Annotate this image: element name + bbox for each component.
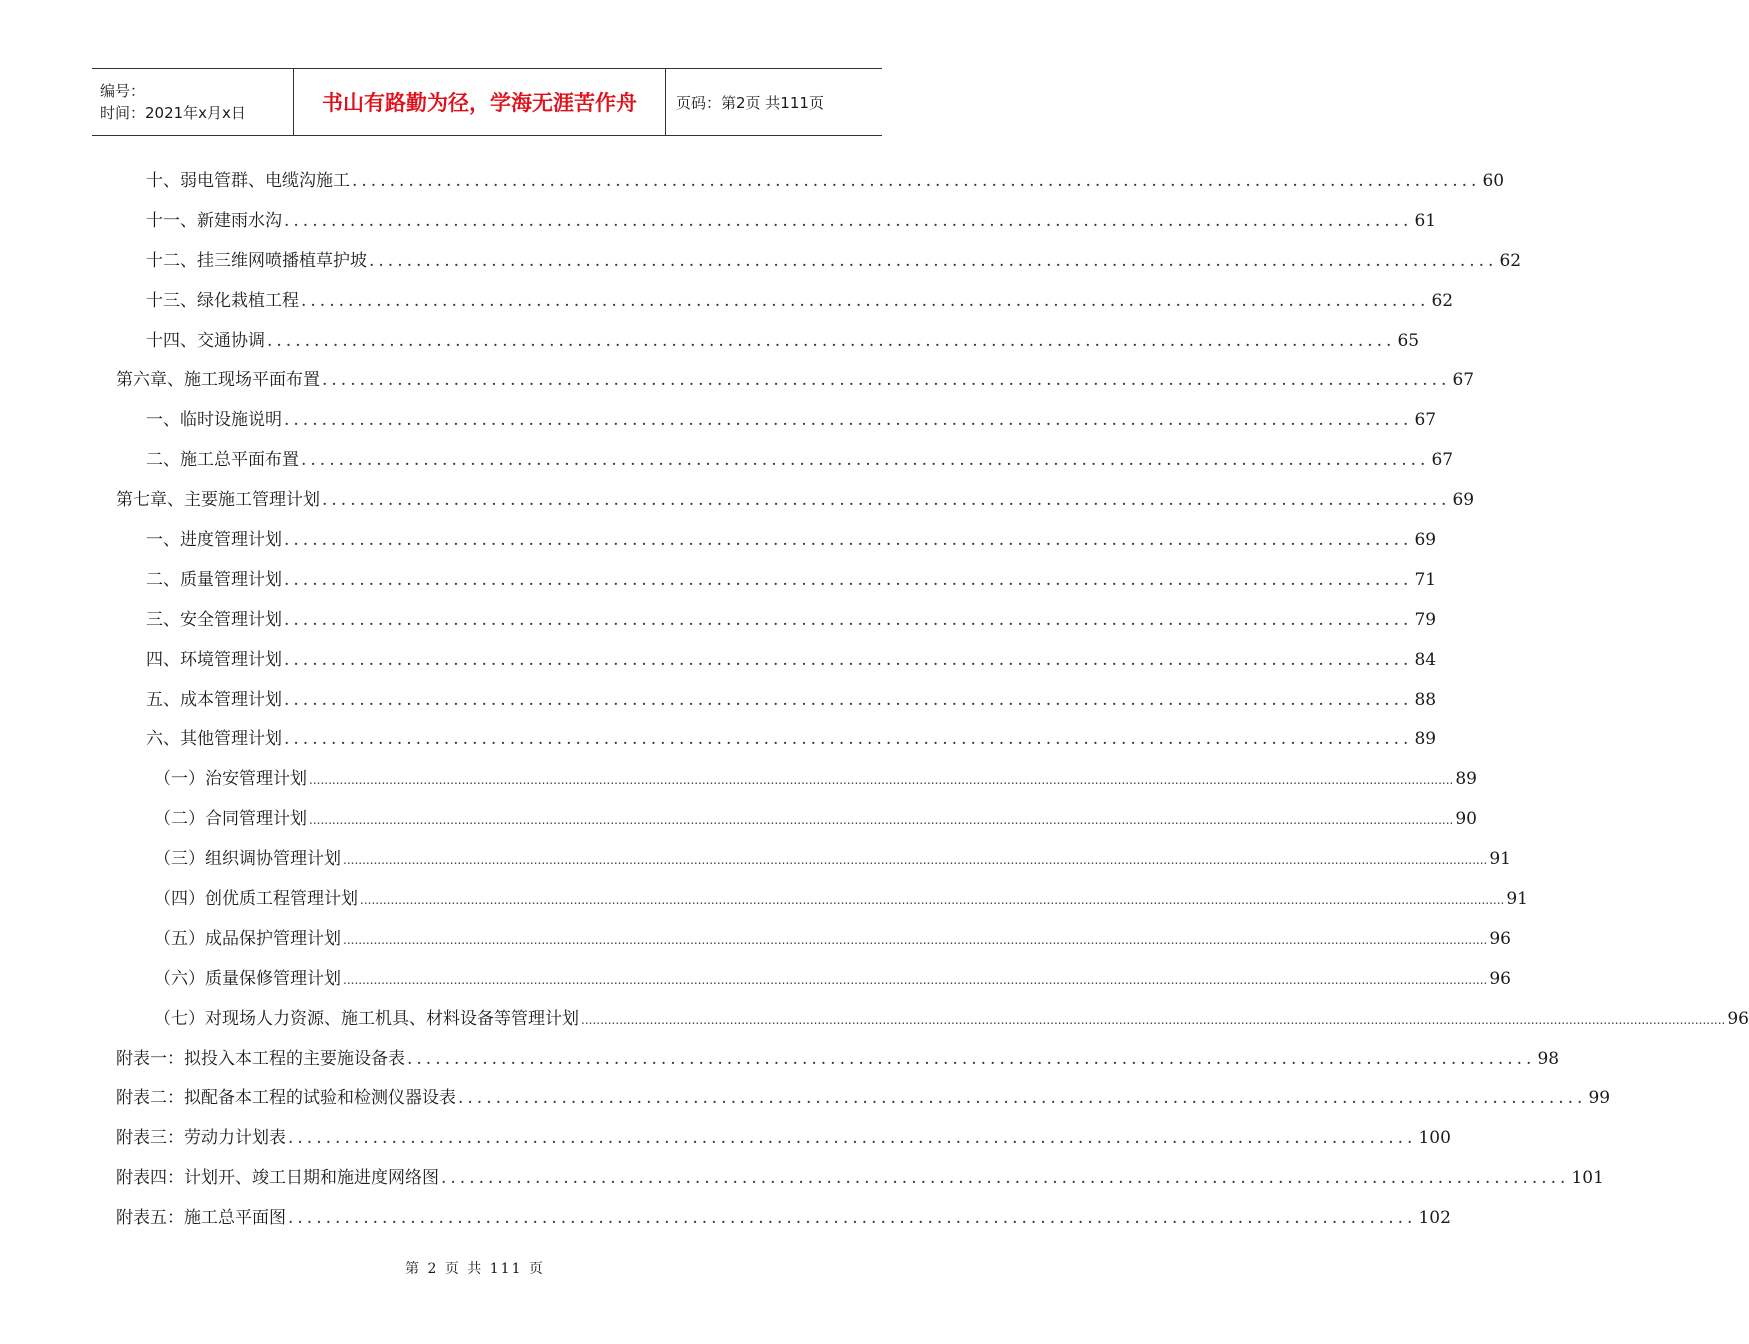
toc-dot-leader: ........................................................................................................................ — [284, 689, 1413, 710]
toc-dot-leader: ........................................................................................................................ — [322, 370, 1451, 391]
toc-entry-page: 60 — [1482, 171, 1505, 191]
toc-entry-page: 67 — [1414, 410, 1437, 431]
toc-entry[interactable] — [116, 641, 1437, 681]
toc-entry-title: （二）合同管理计划 — [154, 809, 307, 830]
toc-entry[interactable] — [116, 880, 1528, 920]
toc-dot-leader: ........................................................................................................................ — [352, 171, 1481, 191]
toc-entry-title: 十一、新建雨水沟 — [146, 210, 282, 231]
table-of-contents — [116, 162, 1749, 1239]
toc-entry-title: 二、施工总平面布置 — [146, 450, 299, 471]
toc-entry-page: 96 — [1489, 928, 1511, 949]
toc-entry-title: 十三、绿化栽植工程 — [146, 290, 299, 311]
toc-entry[interactable] — [116, 521, 1437, 561]
toc-entry[interactable] — [116, 960, 1511, 1000]
toc-dot-leader: ........................................................................................................................ — [284, 410, 1413, 431]
toc-entry-page: 84 — [1414, 649, 1437, 670]
toc-entry[interactable] — [116, 1159, 1604, 1199]
toc-entry[interactable] — [116, 840, 1511, 880]
toc-dot-leader: ........................................................................................................................ — [322, 490, 1451, 511]
toc-dot-leader: ........................................................................................................................ — [288, 1208, 1417, 1229]
document-date: 时间：2021年x月x日 — [100, 104, 246, 122]
toc-entry[interactable] — [116, 361, 1475, 401]
toc-entry[interactable] — [116, 800, 1477, 840]
toc-entry-page: 67 — [1431, 450, 1454, 471]
toc-dot-leader: ........................................................................................................................ — [284, 609, 1413, 630]
toc-dot-leader: ........................................................................................................................ — [369, 250, 1498, 271]
toc-entry-page: 71 — [1414, 569, 1437, 590]
toc-entry-page: 69 — [1414, 530, 1437, 551]
toc-entry[interactable] — [116, 441, 1454, 481]
header-page-info — [666, 69, 882, 135]
toc-entry[interactable] — [116, 322, 1420, 362]
toc-entry[interactable] — [116, 1000, 1749, 1040]
toc-entry[interactable] — [116, 720, 1437, 760]
toc-entry[interactable] — [116, 920, 1511, 960]
header-motto — [294, 69, 666, 135]
toc-entry[interactable] — [116, 1119, 1451, 1159]
header-meta — [92, 69, 294, 135]
toc-entry-page: 91 — [1506, 889, 1528, 910]
toc-entry[interactable] — [116, 202, 1437, 242]
toc-entry-title: 六、其他管理计划 — [146, 729, 282, 750]
toc-entry-title: 四、环境管理计划 — [146, 649, 282, 670]
toc-entry-title: 十二、挂三维网喷播植草护坡 — [146, 250, 367, 271]
toc-entry-title: （四）创优质工程管理计划 — [154, 889, 358, 910]
toc-entry[interactable] — [116, 561, 1437, 601]
toc-entry-title: 五、成本管理计划 — [146, 689, 282, 710]
toc-entry-page: 100 — [1418, 1128, 1451, 1149]
toc-dot-leader: ............................................................................................................................................................................................................................................................................................................ — [343, 972, 1488, 987]
toc-dot-leader: ............................................................................................................................................................................................................................................................................................................ — [309, 813, 1454, 828]
toc-entry-page: 96 — [1489, 968, 1511, 989]
toc-entry-title: 十四、交通协调 — [146, 330, 265, 351]
toc-entry-title: （七）对现场人力资源、施工机具、材料设备等管理计划 — [154, 1008, 579, 1029]
toc-dot-leader: ........................................................................................................................ — [284, 649, 1413, 670]
toc-entry-title: 附表三：劳动力计划表 — [116, 1128, 286, 1149]
toc-entry-title: 附表二：拟配备本工程的试验和检测仪器设表 — [116, 1088, 456, 1109]
toc-entry-title: 二、质量管理计划 — [146, 569, 282, 590]
toc-entry-page: 99 — [1588, 1088, 1611, 1109]
toc-entry-page: 91 — [1489, 849, 1511, 870]
toc-dot-leader: ........................................................................................................................ — [284, 530, 1413, 551]
toc-entry[interactable] — [116, 681, 1437, 721]
toc-entry-page: 98 — [1537, 1048, 1560, 1069]
toc-entry-page: 90 — [1455, 809, 1477, 830]
toc-entry-title: （五）成品保护管理计划 — [154, 928, 341, 949]
toc-dot-leader: ........................................................................................................................ — [284, 569, 1413, 590]
toc-entry-page: 89 — [1414, 729, 1437, 750]
toc-entry[interactable] — [116, 282, 1454, 322]
toc-dot-leader: ............................................................................................................................................................................................................................................................................................................ — [343, 932, 1488, 947]
toc-entry-page: 79 — [1414, 609, 1437, 630]
toc-entry-title: （三）组织调协管理计划 — [154, 849, 341, 870]
toc-dot-leader: ........................................................................................................................ — [284, 210, 1413, 231]
motto-text: 书山有路勤为径，学海无涯苦作舟 — [322, 91, 637, 115]
toc-entry-page: 65 — [1397, 330, 1420, 351]
toc-dot-leader: ........................................................................................................................ — [284, 729, 1413, 750]
toc-dot-leader: ............................................................................................................................................................................................................................................................................................................ — [360, 893, 1505, 908]
toc-entry[interactable] — [116, 601, 1437, 641]
toc-entry-title: （六）质量保修管理计划 — [154, 968, 341, 989]
toc-dot-leader: ............................................................................................................................................................................................................................................................................................................ — [343, 853, 1488, 868]
toc-entry-title: 附表五：施工总平面图 — [116, 1208, 286, 1229]
toc-dot-leader: ........................................................................................................................ — [407, 1048, 1536, 1069]
toc-dot-leader: ........................................................................................................................ — [267, 330, 1396, 351]
toc-dot-leader: ........................................................................................................................ — [301, 450, 1430, 471]
footer-page-number: 第 2 页 共 111 页 — [405, 1261, 545, 1277]
toc-entry-title: 附表一：拟投入本工程的主要施设备表 — [116, 1048, 405, 1069]
toc-dot-leader: ............................................................................................................................................................................................................................................................................................................ — [581, 1012, 1726, 1027]
toc-dot-leader: ........................................................................................................................ — [288, 1128, 1417, 1149]
toc-entry-page: 101 — [1571, 1168, 1604, 1189]
toc-entry-title: 三、安全管理计划 — [146, 609, 282, 630]
toc-entry-title: 附表四：计划开、竣工日期和施进度网络图 — [116, 1168, 439, 1189]
toc-entry-page: 62 — [1431, 290, 1454, 311]
toc-dot-leader: ........................................................................................................................ — [458, 1088, 1587, 1109]
toc-dot-leader: ............................................................................................................................................................................................................................................................................................................ — [309, 773, 1454, 788]
toc-entry-page: 67 — [1452, 370, 1475, 391]
toc-entry[interactable] — [116, 760, 1477, 800]
toc-entry-title: 一、进度管理计划 — [146, 530, 282, 551]
toc-entry[interactable] — [116, 1040, 1560, 1080]
toc-entry[interactable] — [116, 401, 1437, 441]
toc-entry[interactable] — [116, 1079, 1611, 1119]
toc-entry[interactable] — [116, 242, 1522, 282]
toc-entry-page: 69 — [1452, 490, 1475, 511]
toc-entry-page: 89 — [1455, 769, 1477, 790]
toc-entry-title: 十、弱电管群、电缆沟施工 — [146, 171, 350, 191]
page-footer — [0, 1258, 950, 1278]
toc-entry-title: （一）治安管理计划 — [154, 769, 307, 790]
document-number-label: 编号： — [100, 82, 146, 100]
toc-entry[interactable] — [116, 1199, 1451, 1239]
toc-entry-page: 102 — [1418, 1208, 1451, 1229]
toc-entry-title: 第七章、主要施工管理计划 — [116, 490, 320, 511]
toc-entry[interactable] — [116, 162, 1505, 202]
toc-entry-title: 一、临时设施说明 — [146, 410, 282, 431]
toc-entry-page: 61 — [1414, 210, 1437, 231]
page-header — [92, 68, 882, 136]
toc-dot-leader: ........................................................................................................................ — [301, 290, 1430, 311]
toc-entry-page: 62 — [1499, 250, 1522, 271]
toc-entry-page: 88 — [1414, 689, 1437, 710]
toc-entry-page: 96 — [1727, 1008, 1749, 1029]
page-info-text: 页码：第2页 共111页 — [676, 93, 824, 112]
toc-dot-leader: ........................................................................................................................ — [441, 1168, 1570, 1189]
toc-entry[interactable] — [116, 481, 1475, 521]
toc-entry-title: 第六章、施工现场平面布置 — [116, 370, 320, 391]
